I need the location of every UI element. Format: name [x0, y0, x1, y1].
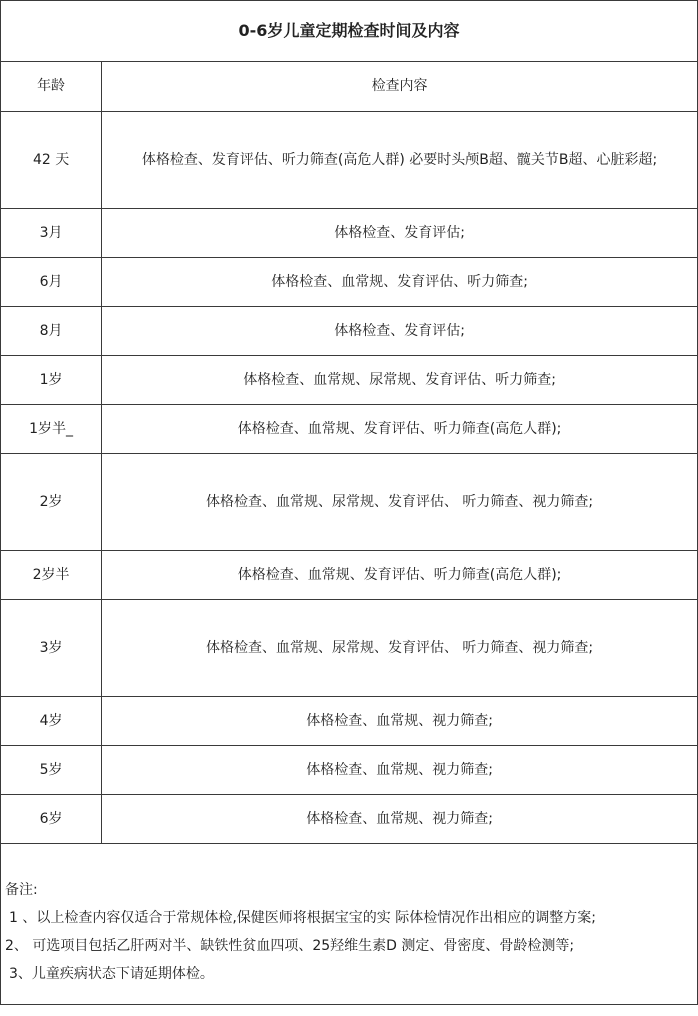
table-row [1, 258, 698, 307]
age-cell: 2岁半 [1, 551, 102, 600]
notes-row [1, 844, 698, 1005]
header-content: 检查内容 [102, 62, 698, 112]
header-age: 年龄 [1, 62, 102, 112]
age-cell: 6岁 [1, 795, 102, 844]
age-cell: 4岁 [1, 697, 102, 746]
note-item: 1 、以上检查内容仅适合于常规体检,保健医师将根据宝宝的实 际体检情况作出相应的调整方案; [9, 910, 596, 926]
notes-block [1, 844, 697, 988]
notes-cell [1, 844, 698, 1005]
table-row [1, 356, 698, 405]
table-row [1, 551, 698, 600]
table-row [1, 454, 698, 551]
content-cell: 体格检查、血常规、尿常规、发育评估、 听力筛查、视力筛查; [102, 454, 698, 551]
age-cell: 5岁 [1, 746, 102, 795]
table-row [1, 112, 698, 209]
content-cell: 体格检查、发育评估、听力筛查(高危人群) 必要时头颅B超、髋关节B超、心脏彩超; [102, 112, 698, 209]
table-row [1, 307, 698, 356]
table-row [1, 405, 698, 454]
content-cell: 体格检查、血常规、发育评估、听力筛查; [102, 258, 698, 307]
table-row [1, 746, 698, 795]
notes-label: 备注: [5, 882, 38, 898]
table-row [1, 209, 698, 258]
content-cell: 体格检查、发育评估; [102, 209, 698, 258]
header-row [1, 62, 698, 112]
content-cell: 体格检查、发育评估; [102, 307, 698, 356]
note-item: 3、儿童疾病状态下请延期体检。 [9, 966, 214, 982]
table-row [1, 697, 698, 746]
age-cell: 6月 [1, 258, 102, 307]
note-item: 2、 可选项目包括乙肝两对半、缺铁性贫血四项、25羟维生素D 测定、骨密度、骨龄检测等; [5, 938, 575, 954]
age-cell: 3月 [1, 209, 102, 258]
age-cell: 2岁 [1, 454, 102, 551]
content-cell: 体格检查、血常规、视力筛查; [102, 746, 698, 795]
table-row [1, 600, 698, 697]
content-cell: 体格检查、血常规、视力筛查; [102, 795, 698, 844]
content-cell: 体格检查、血常规、尿常规、发育评估、听力筛查; [102, 356, 698, 405]
title-row [1, 1, 698, 62]
age-cell: 42 天 [1, 112, 102, 209]
table-row [1, 795, 698, 844]
content-cell: 体格检查、血常规、尿常规、发育评估、 听力筛查、视力筛查; [102, 600, 698, 697]
age-cell: 8月 [1, 307, 102, 356]
age-cell: 3岁 [1, 600, 102, 697]
age-cell: 1岁半_ [1, 405, 102, 454]
age-cell: 1岁 [1, 356, 102, 405]
content-cell: 体格检查、血常规、发育评估、听力筛查(高危人群); [102, 405, 698, 454]
content-cell: 体格检查、血常规、视力筛查; [102, 697, 698, 746]
content-cell: 体格检查、血常规、发育评估、听力筛查(高危人群); [102, 551, 698, 600]
table-title: 0-6岁儿童定期检查时间及内容 [1, 1, 698, 62]
